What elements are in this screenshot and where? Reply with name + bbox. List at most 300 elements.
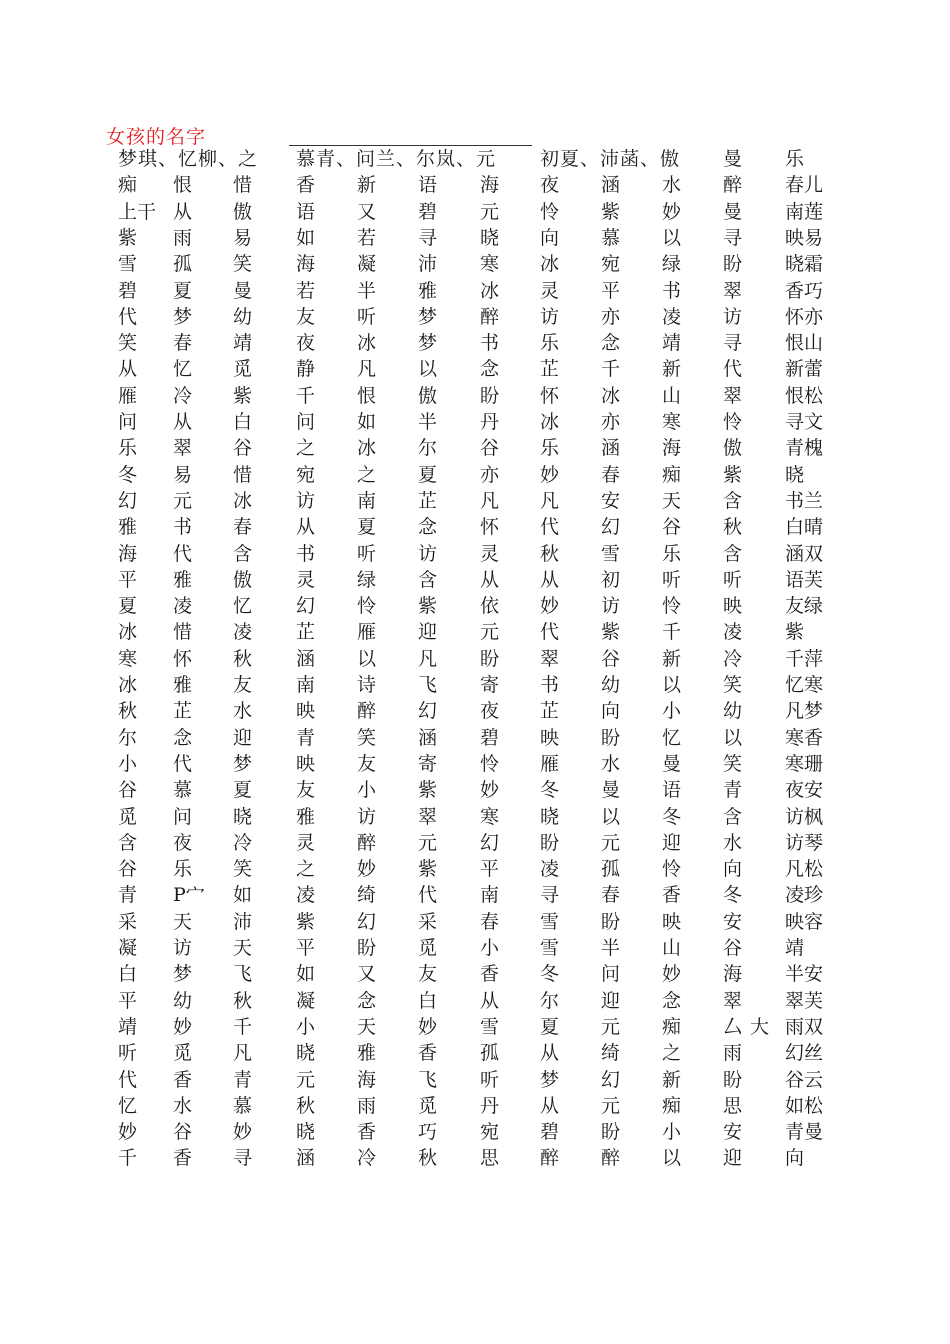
name-cell: 代 xyxy=(540,621,560,644)
name-cell: 芷 xyxy=(540,700,560,723)
name-cell: 映 xyxy=(296,700,316,723)
name-cell: 书 xyxy=(662,279,682,302)
name-cell: 秋 xyxy=(418,1147,438,1170)
name-cell: 紫 xyxy=(418,779,438,802)
name-cell: 靖 xyxy=(118,1015,138,1038)
name-cell: 秋 xyxy=(233,647,253,670)
name-cell: 冬 xyxy=(723,884,743,907)
name-cell: 紫 xyxy=(601,621,621,644)
name-row xyxy=(0,488,950,514)
name-cell: 灵 xyxy=(296,831,316,854)
name-cell: 元 xyxy=(480,200,500,223)
name-cell: 晓 xyxy=(296,1121,316,1144)
name-cell: 亦 xyxy=(601,411,621,433)
name-row xyxy=(0,830,950,856)
name-cell: 青 xyxy=(296,726,316,749)
name-cell: 半安 xyxy=(785,963,824,986)
name-cell: 觅 xyxy=(173,1042,193,1065)
name-cell: 代 xyxy=(118,305,138,328)
name-cell: 碧 xyxy=(540,1121,560,1144)
name-cell: 冬 xyxy=(540,963,560,986)
name-cell: 凌 xyxy=(233,621,253,644)
name-cell: 听 xyxy=(662,568,682,591)
name-cell: 夜 xyxy=(173,831,193,854)
name-cell: 平 xyxy=(480,858,500,881)
name-row xyxy=(0,435,950,461)
name-cell: 友 xyxy=(296,779,316,802)
name-row xyxy=(0,646,950,672)
name-cell: 凡松 xyxy=(785,858,824,881)
name-cell: 平 xyxy=(296,937,316,959)
name-row xyxy=(0,804,950,830)
name-cell: 涵 xyxy=(601,437,621,460)
name-cell: 梦 xyxy=(418,332,438,355)
name-cell: 新 xyxy=(662,1068,682,1091)
name-cell: 笑 xyxy=(233,253,253,276)
name-cell: 尔 xyxy=(418,437,438,460)
name-row xyxy=(0,567,950,593)
name-cell: 翠芙 xyxy=(785,989,824,1012)
name-row xyxy=(0,1014,950,1040)
name-cell: 平 xyxy=(118,989,138,1012)
name-cell: 小 xyxy=(480,937,500,959)
name-cell: 念 xyxy=(601,332,621,355)
name-cell: 翠 xyxy=(723,989,743,1012)
name-cell: 白晴 xyxy=(785,516,824,539)
name-cell: 翠 xyxy=(418,805,438,828)
name-cell: 盼 xyxy=(723,253,743,276)
name-cell: 迎 xyxy=(418,621,438,644)
name-cell: 梦 xyxy=(173,305,193,328)
name-cell: 谷 xyxy=(173,1121,193,1144)
name-cell: 紫 xyxy=(418,858,438,881)
name-cell: 凌 xyxy=(540,858,560,881)
name-cell: 凌珍 xyxy=(785,884,824,907)
name-cell: 灵 xyxy=(296,568,316,591)
name-cell: 念 xyxy=(662,989,682,1012)
name-cell: 访琴 xyxy=(785,831,824,854)
name-cell: 妙 xyxy=(233,1121,253,1144)
name-row xyxy=(0,462,950,488)
name-cell: 白 xyxy=(118,963,138,986)
name-cell: 尔 xyxy=(540,989,560,1012)
name-cell: 秋 xyxy=(233,989,253,1012)
name-cell: 芷 xyxy=(540,358,560,381)
name-cell: 问 xyxy=(601,963,621,986)
name-cell: 访 xyxy=(173,937,193,959)
name-cell: 青槐 xyxy=(785,437,824,460)
name-cell: 映 xyxy=(540,726,560,749)
name-cell: 凌 xyxy=(723,621,743,644)
name-cell: 醉 xyxy=(601,1147,621,1170)
name-row xyxy=(0,882,950,908)
name-cell: 含 xyxy=(723,542,743,565)
name-cell: 访 xyxy=(296,489,316,512)
name-cell: 问 xyxy=(118,411,138,433)
name-cell: 晓 xyxy=(233,805,253,828)
name-cell: 翠 xyxy=(723,279,743,302)
name-cell: 梦琪、忆柳、之 xyxy=(118,148,259,170)
name-cell: 采 xyxy=(118,910,138,933)
name-cell: 紫 xyxy=(785,621,805,644)
name-row xyxy=(0,593,950,619)
name-row xyxy=(0,541,950,567)
name-cell: 痴 xyxy=(662,1094,682,1117)
name-cell: 水 xyxy=(173,1094,193,1117)
name-cell: 痴 xyxy=(118,174,138,197)
name-cell: 访 xyxy=(723,305,743,328)
name-cell: 语 xyxy=(296,200,316,223)
name-cell: 芷 xyxy=(173,700,193,723)
name-row xyxy=(0,383,950,409)
name-row xyxy=(0,409,950,435)
name-cell: 迎 xyxy=(723,1147,743,1170)
name-cell: 雅 xyxy=(418,279,438,302)
name-cell: 南 xyxy=(480,884,500,907)
name-cell: 幻 xyxy=(418,700,438,723)
name-cell: 怜 xyxy=(662,595,682,618)
name-cell: 凌 xyxy=(296,884,316,907)
name-cell: 水 xyxy=(723,831,743,854)
name-cell: 访 xyxy=(601,595,621,618)
name-cell: 从 xyxy=(173,411,193,433)
name-cell: 寒 xyxy=(118,647,138,670)
name-cell: 白 xyxy=(233,411,253,433)
name-cell: 采 xyxy=(418,910,438,933)
name-cell: 映 xyxy=(662,910,682,933)
name-cell: 尔 xyxy=(118,726,138,749)
name-cell: 如 xyxy=(296,963,316,986)
name-cell: 听 xyxy=(357,305,377,328)
name-cell: 雪 xyxy=(601,542,621,565)
name-cell: 梦 xyxy=(540,1068,560,1091)
name-cell: 从 xyxy=(540,1042,560,1065)
name-cell: 凡 xyxy=(480,489,500,512)
name-cell: 靖 xyxy=(233,332,253,355)
name-cell: 问 xyxy=(296,411,316,433)
name-row xyxy=(0,146,950,172)
name-cell: 念 xyxy=(173,726,193,749)
name-cell: 雁 xyxy=(118,384,138,407)
name-cell: 怜 xyxy=(662,858,682,881)
name-cell: 忆 xyxy=(173,358,193,381)
name-cell: 念 xyxy=(480,358,500,381)
name-row xyxy=(0,1119,950,1145)
name-row xyxy=(0,304,950,330)
name-cell: 雅 xyxy=(118,516,138,539)
name-cell: 醉 xyxy=(357,700,377,723)
name-cell: 从 xyxy=(173,200,193,223)
name-cell: 海 xyxy=(357,1068,377,1091)
name-cell: 丹 xyxy=(480,411,500,433)
name-cell: 以 xyxy=(357,647,377,670)
name-cell: 冰 xyxy=(357,437,377,460)
name-cell: 曼 xyxy=(601,779,621,802)
name-cell: 雁 xyxy=(540,752,560,775)
name-cell: 夜 xyxy=(480,700,500,723)
name-cell: 以 xyxy=(601,805,621,828)
name-cell: 惜 xyxy=(173,621,193,644)
name-cell: 元 xyxy=(601,1015,621,1038)
name-cell: 觅 xyxy=(118,805,138,828)
name-cell: 雨 xyxy=(173,226,193,249)
name-cell: 绮 xyxy=(601,1042,621,1065)
name-cell: 碧 xyxy=(480,726,500,749)
name-cell: 以 xyxy=(662,1147,682,1170)
name-cell: 半 xyxy=(357,279,377,302)
name-cell: 涵双 xyxy=(785,542,824,565)
name-cell: 谷 xyxy=(601,647,621,670)
name-cell: 凝 xyxy=(296,989,316,1012)
name-cell: 含 xyxy=(118,831,138,854)
name-cell: 元 xyxy=(601,1094,621,1117)
name-cell: 涵 xyxy=(601,174,621,197)
name-cell: 以 xyxy=(662,674,682,696)
name-row xyxy=(0,278,950,304)
name-cell: 怜 xyxy=(357,595,377,618)
name-row xyxy=(0,225,950,251)
name-cell: 平 xyxy=(118,568,138,591)
name-cell: 夏 xyxy=(118,595,138,618)
name-cell: 碧 xyxy=(418,200,438,223)
name-cell: 元 xyxy=(601,831,621,854)
name-cell: 书兰 xyxy=(785,489,824,512)
name-cell: 宛 xyxy=(296,463,316,486)
name-cell: 涵 xyxy=(296,1147,316,1170)
name-cell: 以 xyxy=(418,358,438,381)
name-row xyxy=(0,988,950,1014)
name-row xyxy=(0,330,950,356)
name-cell: 紫 xyxy=(118,226,138,249)
name-cell: 笑 xyxy=(723,674,743,696)
name-cell: 雅 xyxy=(173,674,193,696)
name-cell: 半 xyxy=(418,411,438,433)
name-cell: 妙 xyxy=(540,595,560,618)
name-cell: 幻 xyxy=(601,516,621,539)
name-cell: 从 xyxy=(296,516,316,539)
name-cell: 向 xyxy=(723,858,743,881)
name-cell: 慕 xyxy=(601,226,621,249)
name-cell: 代 xyxy=(540,516,560,539)
name-cell: 听 xyxy=(118,1042,138,1065)
name-row xyxy=(0,1040,950,1066)
name-cell: 傲 xyxy=(418,384,438,407)
name-cell: 元 xyxy=(480,621,500,644)
name-cell: 盼 xyxy=(723,1068,743,1091)
name-cell: 秋 xyxy=(118,700,138,723)
name-cell: 妙 xyxy=(173,1015,193,1038)
name-cell: 厶 大 xyxy=(723,1015,771,1038)
name-row xyxy=(0,1145,950,1171)
name-cell: 小 xyxy=(118,752,138,775)
name-cell: 碧 xyxy=(118,279,138,302)
name-cell: 代 xyxy=(723,358,743,381)
name-cell: 飞 xyxy=(233,963,253,986)
name-cell: 易 xyxy=(233,226,253,249)
name-cell: 幼 xyxy=(601,674,621,696)
name-cell: 怜 xyxy=(723,411,743,433)
name-cell: 恨 xyxy=(357,384,377,407)
name-cell: 雪 xyxy=(480,1015,500,1038)
name-row xyxy=(0,251,950,277)
name-cell: 雪 xyxy=(540,937,560,959)
name-cell: 紫 xyxy=(418,595,438,618)
name-cell: 沛 xyxy=(418,253,438,276)
name-cell: 千萍 xyxy=(785,647,824,670)
name-cell: 紫 xyxy=(296,910,316,933)
name-cell: 幻 xyxy=(118,489,138,512)
name-cell: 青 xyxy=(233,1068,253,1091)
name-cell: 映容 xyxy=(785,910,824,933)
name-cell: 访 xyxy=(357,805,377,828)
name-cell: 寒 xyxy=(480,253,500,276)
name-cell: 乐 xyxy=(173,858,193,881)
name-cell: 醉 xyxy=(723,174,743,197)
name-cell: 南 xyxy=(357,489,377,512)
name-row xyxy=(0,777,950,803)
name-cell: 恨 xyxy=(173,174,193,197)
name-cell: 向 xyxy=(601,700,621,723)
name-cell: 亦 xyxy=(601,305,621,328)
name-cell: 天 xyxy=(173,910,193,933)
name-cell: 诗 xyxy=(357,674,377,696)
name-cell: 凡 xyxy=(540,489,560,512)
name-cell: 若 xyxy=(357,226,377,249)
name-cell: 夜 xyxy=(540,174,560,197)
name-cell: 如 xyxy=(233,884,253,907)
name-cell: 初 xyxy=(601,568,621,591)
name-cell: 冰 xyxy=(233,489,253,512)
name-cell: 半 xyxy=(601,937,621,959)
name-cell: 从 xyxy=(540,568,560,591)
name-cell: 元 xyxy=(173,489,193,512)
name-cell: 如松 xyxy=(785,1094,824,1117)
name-cell: 觅 xyxy=(418,937,438,959)
name-cell: 天 xyxy=(662,489,682,512)
name-cell: 醉 xyxy=(480,305,500,328)
name-cell: 乐 xyxy=(118,437,138,460)
name-cell: 书 xyxy=(296,542,316,565)
name-cell: 问 xyxy=(173,805,193,828)
name-cell: 雅 xyxy=(357,1042,377,1065)
name-cell: 平 xyxy=(601,279,621,302)
name-cell: 香 xyxy=(480,963,500,986)
name-cell: 元 xyxy=(418,831,438,854)
name-cell: 又 xyxy=(357,200,377,223)
name-cell: 傲 xyxy=(723,437,743,460)
name-cell: 晓 xyxy=(296,1042,316,1065)
name-cell: 凡 xyxy=(357,358,377,381)
name-cell: 巧 xyxy=(418,1121,438,1144)
name-cell: 初夏、沛菡、傲 xyxy=(540,148,681,170)
name-cell: 沛 xyxy=(233,910,253,933)
name-cell: 盼 xyxy=(601,910,621,933)
name-row xyxy=(0,725,950,751)
name-cell: 幼 xyxy=(233,305,253,328)
name-cell: 谷 xyxy=(118,779,138,802)
name-cell: 白 xyxy=(418,989,438,1012)
name-cell: 夏 xyxy=(418,463,438,486)
name-cell: 盼 xyxy=(601,1121,621,1144)
name-cell: 紫 xyxy=(233,384,253,407)
name-cell: 香 xyxy=(357,1121,377,1144)
name-cell: 曼 xyxy=(723,200,743,223)
name-cell: 丹 xyxy=(480,1094,500,1117)
name-cell: 千 xyxy=(233,1015,253,1038)
name-cell: 春 xyxy=(601,884,621,907)
name-row xyxy=(0,1093,950,1119)
name-cell: 如 xyxy=(296,226,316,249)
name-cell: 妙 xyxy=(118,1121,138,1144)
name-cell: 傲 xyxy=(233,568,253,591)
name-cell: 海 xyxy=(662,437,682,460)
name-cell: 妙 xyxy=(662,963,682,986)
name-cell: 千 xyxy=(118,1147,138,1170)
name-cell: 冷 xyxy=(173,384,193,407)
name-cell: 雨双 xyxy=(785,1015,824,1038)
name-cell: 涵 xyxy=(418,726,438,749)
name-cell: 小 xyxy=(296,1015,316,1038)
name-cell: 从 xyxy=(118,358,138,381)
name-cell: 冰 xyxy=(118,674,138,696)
name-cell: 曼 xyxy=(723,148,743,170)
name-cell: 夜安 xyxy=(785,779,824,802)
name-cell: 孤 xyxy=(480,1042,500,1065)
name-cell: 冰 xyxy=(357,332,377,355)
name-cell: 代 xyxy=(173,542,193,565)
name-cell: 天 xyxy=(357,1015,377,1038)
name-cell: 如 xyxy=(357,411,377,433)
name-cell: 以 xyxy=(723,726,743,749)
name-cell: 寒 xyxy=(480,805,500,828)
name-cell: 语 xyxy=(662,779,682,802)
name-cell: 海 xyxy=(118,542,138,565)
name-cell: 冰 xyxy=(540,411,560,433)
name-cell: 新蕾 xyxy=(785,358,824,381)
name-cell: 秋 xyxy=(723,516,743,539)
name-cell: 惜 xyxy=(233,174,253,197)
name-cell: 忆 xyxy=(662,726,682,749)
name-cell: 代 xyxy=(418,884,438,907)
name-cell: 水 xyxy=(662,174,682,197)
name-cell: 书 xyxy=(540,674,560,696)
name-cell: 小 xyxy=(357,779,377,802)
name-cell: 夜 xyxy=(296,332,316,355)
name-row xyxy=(0,698,950,724)
name-cell: 妙 xyxy=(357,858,377,881)
name-cell: 觅 xyxy=(418,1094,438,1117)
name-cell: 谷 xyxy=(118,858,138,881)
name-cell: 香 xyxy=(173,1147,193,1170)
name-cell: 从 xyxy=(480,989,500,1012)
name-cell: 从 xyxy=(480,568,500,591)
name-cell: 幻 xyxy=(480,831,500,854)
name-cell: 语芙 xyxy=(785,568,824,591)
name-cell: 映 xyxy=(296,752,316,775)
name-cell: 代 xyxy=(118,1068,138,1091)
name-cell: 访枫 xyxy=(785,805,824,828)
name-cell: 海 xyxy=(480,174,500,197)
name-cell: 冰 xyxy=(118,621,138,644)
name-cell: 思 xyxy=(723,1094,743,1117)
name-cell: 之 xyxy=(662,1042,682,1065)
name-cell: 幻 xyxy=(357,910,377,933)
name-cell: 含 xyxy=(233,542,253,565)
name-cell: 雨 xyxy=(723,1042,743,1065)
name-cell: 盼 xyxy=(540,831,560,854)
name-row xyxy=(0,199,950,225)
name-row xyxy=(0,961,950,987)
